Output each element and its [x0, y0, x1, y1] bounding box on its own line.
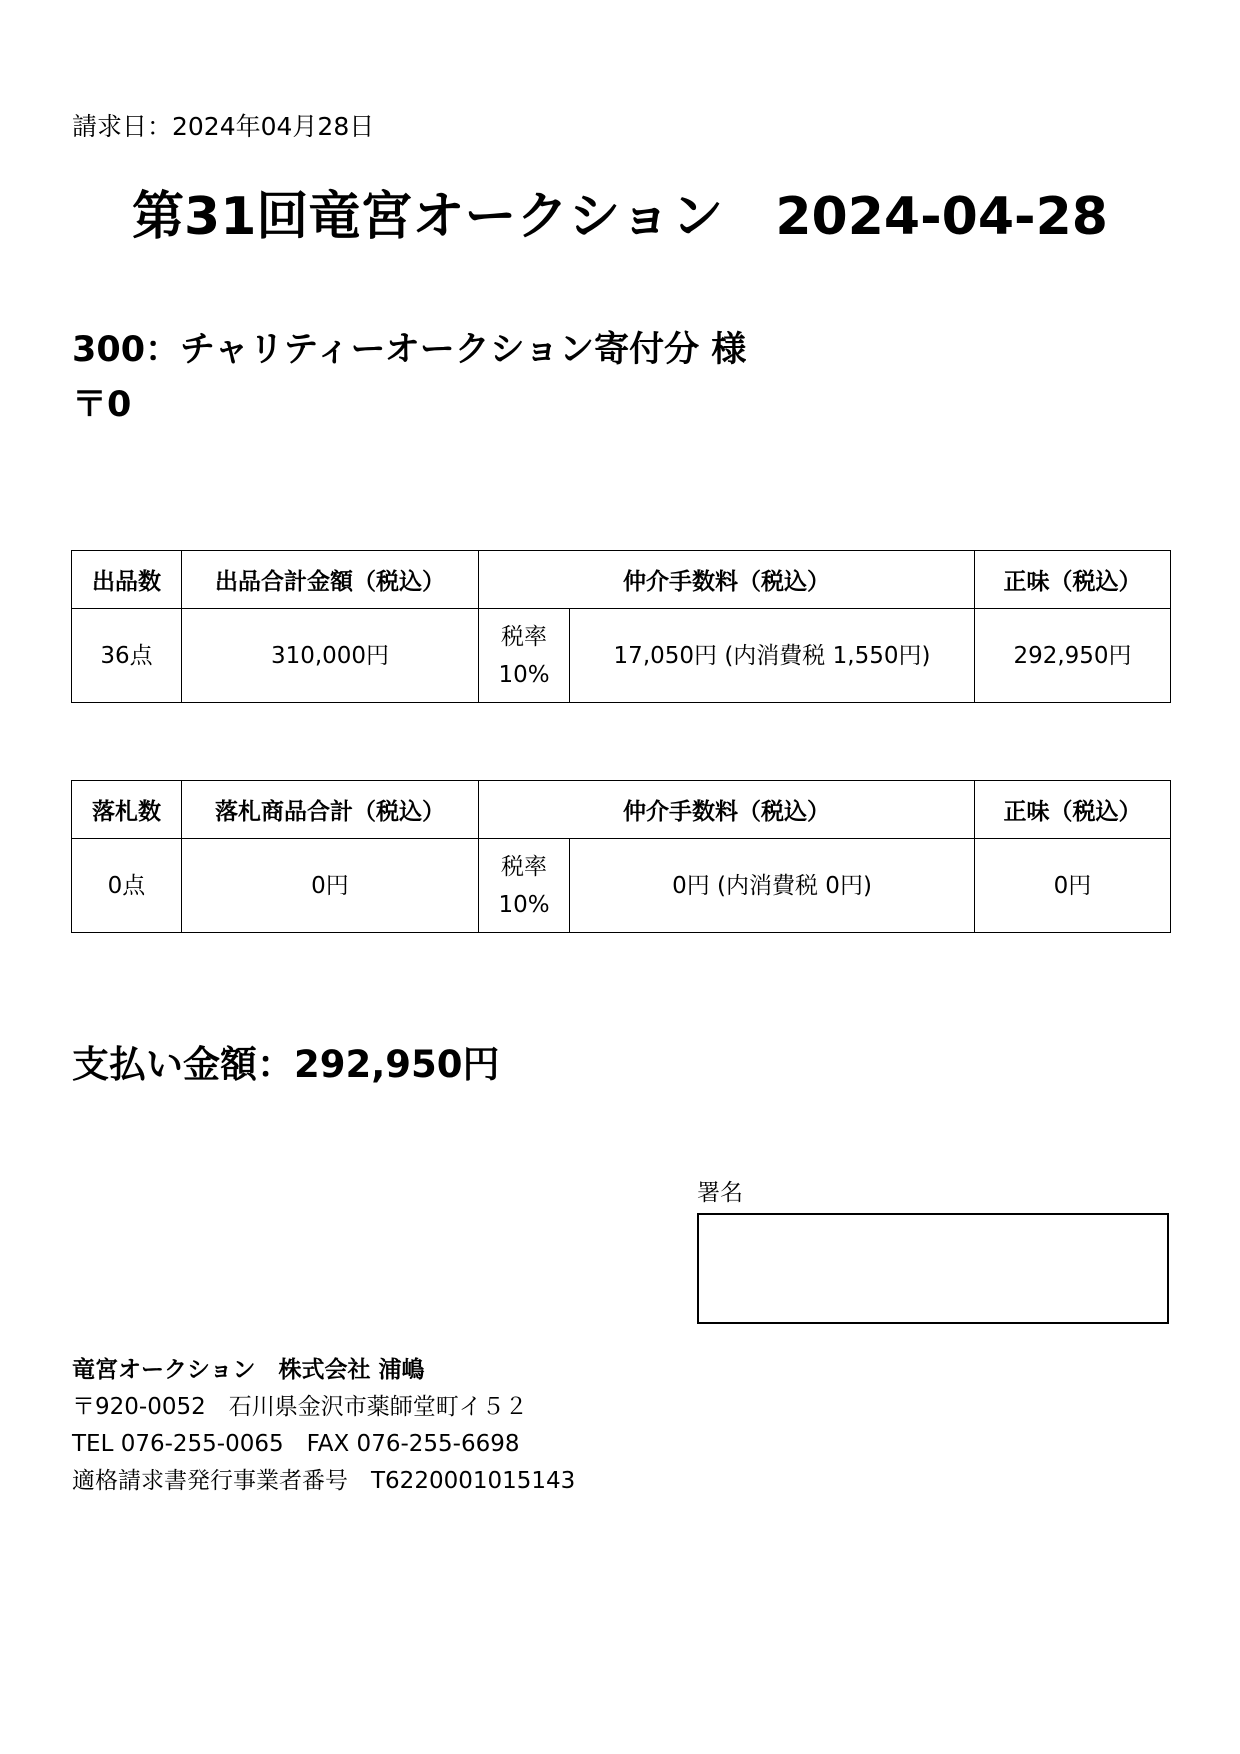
commission-amount: 0円 (内消費税 0円): [570, 839, 975, 933]
tax-rate-value: 10%: [498, 661, 550, 688]
payment-total: 支払い金額：292,950円: [72, 1043, 500, 1086]
signature-label: 署名: [697, 1180, 743, 1206]
header-listing-count: 出品数: [72, 551, 182, 609]
header-net: 正味（税込）: [975, 781, 1171, 839]
invoice-date: 請求日：2024年04月28日: [72, 112, 375, 141]
company-info: [72, 1352, 575, 1500]
header-commission: 仲介手数料（税込）: [479, 551, 975, 609]
table-row: [72, 609, 1171, 703]
winning-total: 0円: [182, 839, 479, 933]
table-row: [72, 839, 1171, 933]
header-net: 正味（税込）: [975, 551, 1171, 609]
table-header-row: [72, 551, 1171, 609]
header-winning-count: 落札数: [72, 781, 182, 839]
tax-rate-value: 10%: [498, 891, 550, 918]
header-listing-total: 出品合計金額（税込）: [182, 551, 479, 609]
listing-summary-table: [71, 550, 1171, 703]
tax-rate-cell: [479, 839, 570, 933]
winning-bid-summary-table: [71, 780, 1171, 933]
page-title: 第31回竜宮オークション 2024-04-28: [132, 187, 1108, 247]
tax-rate-label: 税率: [501, 623, 547, 650]
signature-box: [697, 1213, 1169, 1324]
company-registration-number: 適格請求書発行事業者番号 T6220001015143: [72, 1468, 576, 1494]
net-amount: 292,950円: [975, 609, 1171, 703]
company-phone-fax: TEL 076-255-0065 FAX 076-255-6698: [72, 1431, 520, 1457]
listing-count: 36点: [72, 609, 182, 703]
company-address: 〒920-0052 石川県金沢市薬師堂町イ５２: [72, 1394, 528, 1420]
recipient-postal-code: 〒0: [72, 385, 132, 425]
header-commission: 仲介手数料（税込）: [479, 781, 975, 839]
tax-rate-cell: [479, 609, 570, 703]
company-name: 竜宮オークション 株式会社 浦嶋: [72, 1357, 425, 1383]
commission-amount: 17,050円 (内消費税 1,550円): [570, 609, 975, 703]
table-header-row: [72, 781, 1171, 839]
net-amount: 0円: [975, 839, 1171, 933]
tax-rate-label: 税率: [501, 853, 547, 880]
header-winning-total: 落札商品合計（税込）: [182, 781, 479, 839]
winning-count: 0点: [72, 839, 182, 933]
listing-total: 310,000円: [182, 609, 479, 703]
recipient-name: 300：チャリティーオークション寄付分 様: [72, 330, 747, 370]
